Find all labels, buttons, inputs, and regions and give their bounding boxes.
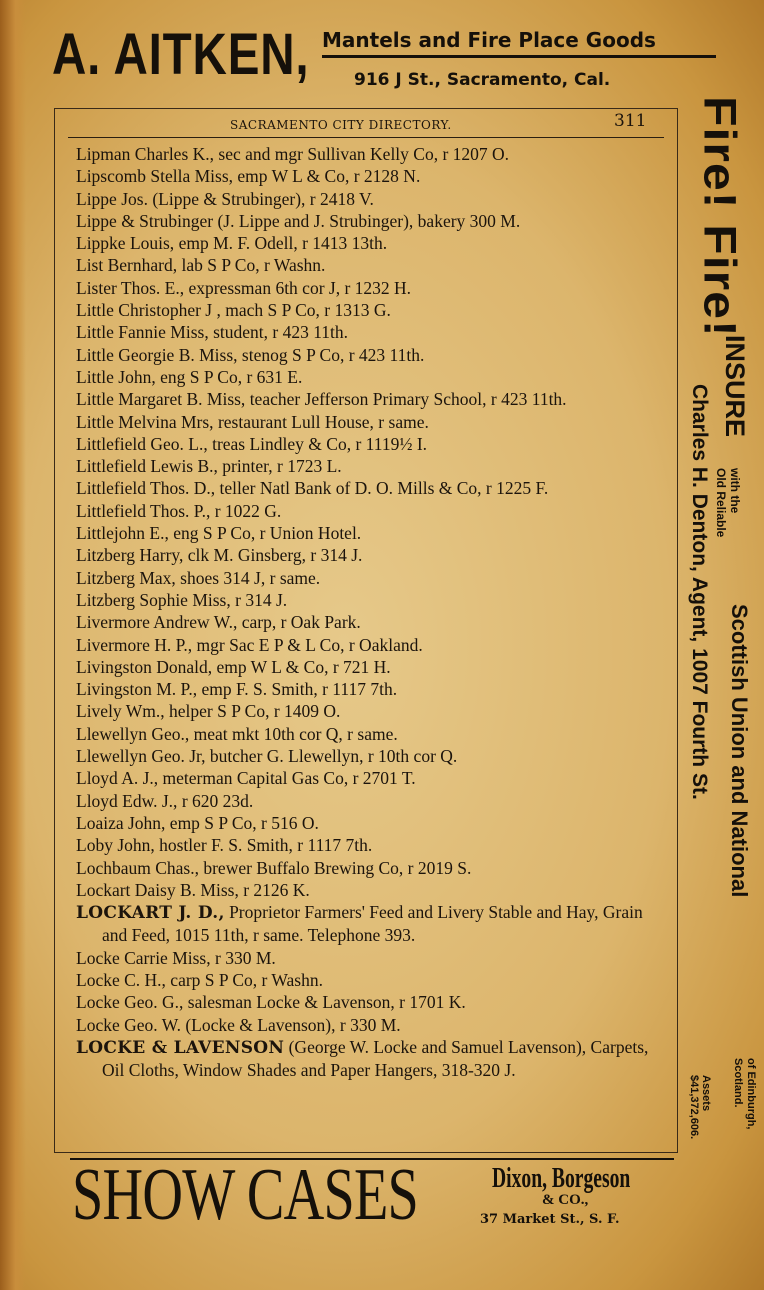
entry-details: clk M. Ginsberg, r 314 J. [183,545,363,566]
directory-entry [76,857,672,879]
footer-ad-co: & CO., [542,1192,589,1208]
entry-name: Little Fannie Miss, [76,322,209,343]
entry-name: Loaiza John, [76,812,166,833]
entry-details: restaurant Lull House, r same. [213,411,429,432]
side-ad-of-edinburgh: of Edinburgh, [745,1058,757,1130]
side-ad-assets-label: Assets [700,1075,712,1112]
directory-entry [76,344,672,366]
entry-details: treas Lindley & Co, r 1119½ I. [207,433,428,454]
directory-entry [76,522,672,544]
directory-entry [76,299,672,321]
entry-details: r 330 M. [210,947,276,968]
entry-name: LOCKART J. D., [76,903,225,924]
entry-details: r 314 J. [230,589,288,610]
directory-entry [76,388,672,410]
page-edge-shadow [0,0,26,1290]
entry-details: r 2126 K. [238,879,310,900]
entry-name: Lipscomb Stella Miss, [76,166,234,187]
directory-entry [76,991,672,1013]
entry-name: Lively Wm., [76,701,165,722]
entry-details: lab S P Co, r Washn. [177,255,326,276]
entry-details: r 620 23d. [177,790,254,811]
directory-entry [76,611,672,633]
directory-entry [76,455,672,477]
entry-details: teacher Jefferson Primary School, r 423 11th. [245,389,567,410]
entry-details: printer, r 1723 L. [217,456,342,477]
directory-entry [76,589,672,611]
entry-name: Littlejohn E., [76,523,169,544]
entry-details: helper S P Co, r 1409 O. [164,701,341,722]
directory-entry [76,901,672,947]
entry-name: Little John, [76,366,156,387]
side-ad-assets [688,1075,712,1139]
entry-name: Littlefield Thos. D., [76,478,216,499]
header-ad-rule [322,55,716,58]
directory-entry [76,366,672,388]
entry-details: student, r 423 11th. [208,322,349,343]
directory-entry [76,656,672,678]
directory-entry [76,634,672,656]
entry-details: eng S P Co, r Union Hotel. [168,523,362,544]
directory-entry [76,232,672,254]
entry-name: Littlefield Lewis B., [76,456,218,477]
entry-name: LOCKE & LAVENSON [76,1037,285,1058]
directory-entry [76,254,672,276]
entry-name: Loby John, [76,835,155,856]
entry-name: Lippe & Strubinger [76,210,214,231]
side-ad-insure: INSURE [720,335,750,438]
directory-entry [76,678,672,700]
side-ad-with-the-text: with the [728,468,742,514]
entry-details: eng S P Co, r 631 E. [155,366,303,387]
entry-details: mgr Sac E P & L Co, r Oakland. [192,634,423,655]
entry-name: Locke C. H., [76,969,166,990]
entry-name: Little Margaret B. Miss, [76,389,246,410]
side-ad-company: Scottish Union and National [727,604,752,898]
entry-name: Locke Geo. W. [76,1014,181,1035]
directory-entry [76,210,672,232]
entry-name: List Bernhard, [76,255,178,276]
entry-details: (Locke & Lavenson), r 330 M. [180,1014,401,1035]
entry-details: carp S P Co, r Washn. [165,969,323,990]
entry-details: meterman Capital Gas Co, r 2701 T. [158,768,416,789]
entry-name: Llewellyn Geo., [76,723,190,744]
entry-name: Litzberg Harry, [76,545,184,566]
directory-entry [76,411,672,433]
entry-details: (J. Lippe and J. Strubinger), bakery 300 M. [213,210,521,231]
entry-name: Lippke Louis, [76,233,175,254]
directory-entry [76,1014,672,1036]
entry-details: Proprietor Farmers' Feed and Livery Stable and Hay, Grain and Feed, 1015 11th, r same. Telephone 393. [102,902,643,946]
directory-entry [76,745,672,767]
entry-details: emp W L & Co, r 721 H. [212,656,391,677]
entry-name: Lloyd A. J., [76,768,159,789]
entry-name: Littlefield Thos. P., [76,500,211,521]
directory-entry [76,790,672,812]
entry-name: Lippe Jos. [76,188,148,209]
entry-name: Locke Geo. G., [76,992,184,1013]
entry-details: expressman 6th cor J, r 1232 H. [184,277,412,298]
directory-entry [76,1036,672,1082]
entry-name: Litzberg Sophie Miss, [76,589,231,610]
entry-name: Lloyd Edw. J., [76,790,178,811]
page-number: 311 [614,111,647,131]
running-head-rule [68,137,664,138]
entry-details: brewer Buffalo Brewing Co, r 2019 S. [198,857,472,878]
entry-details: mach S P Co, r 1313 G. [220,300,391,321]
entry-details: salesman Locke & Lavenson, r 1701 K. [183,992,466,1013]
entry-name: Lister Thos. E., [76,277,185,298]
entry-name: Litzberg Max, [76,567,176,588]
directory-entry [76,723,672,745]
entry-details: (George W. Locke and Samuel Lavenson), Carpets, Oil Cloths, Window Shades and Paper Hangers, 318-320 J. [102,1036,649,1081]
entry-name: Little Georgie B. Miss, [76,344,238,365]
directory-entry [76,947,672,969]
entry-name: Livermore H. P., [76,634,193,655]
directory-entry [76,767,672,789]
directory-entry [76,834,672,856]
entry-name: Lockart Daisy B. Miss, [76,879,239,900]
footer-ad-address: 37 Market St., S. F. [480,1212,620,1227]
header-ad-line2: 916 J St., Sacramento, Cal. [354,70,611,90]
running-head-title: SACRAMENTO CITY DIRECTORY. [230,118,452,132]
side-ad-scotland: Scotland. [732,1058,744,1108]
directory-entry [76,143,672,165]
directory-entries [76,143,672,1081]
entry-details: (Lippe & Strubinger), r 2418 V. [147,188,374,209]
directory-entry [76,879,672,901]
entry-name: Little Melvina Mrs, [76,411,214,432]
entry-details: emp F. S. Smith, r 1117 7th. [197,679,398,700]
directory-entry [76,477,672,499]
entry-name: Livingston Donald, [76,656,213,677]
entry-details: emp S P Co, r 516 O. [165,812,319,833]
side-ad-old-reliable: Old Reliable [714,468,728,538]
entry-details: emp M. F. Odell, r 1413 13th. [174,233,388,254]
footer-ad-headline: SHOW CASES [72,1154,419,1236]
entry-details: r 1022 G. [210,500,282,521]
entry-details: sec and mgr Sullivan Kelly Co, r 1207 O. [214,144,510,164]
directory-entry [76,500,672,522]
side-ad-assets-value: $41,372,606. [688,1075,700,1140]
entry-name: Locke Carrie Miss, [76,947,211,968]
directory-entry [76,321,672,343]
entry-details: carp, r Oak Park. [237,612,361,633]
entry-name: Lipman Charles K., [76,144,215,164]
entry-details: meat mkt 10th cor Q, r same. [189,723,398,744]
side-ad-agent: Charles H. Denton, Agent, 1007 Fourth St. [688,384,711,800]
directory-entry [76,700,672,722]
entry-name: Llewellyn Geo. Jr, [76,746,206,767]
directory-entry [76,969,672,991]
entry-name: Little Christopher J , [76,300,221,321]
side-ad-with-the [714,468,742,588]
directory-entry [76,433,672,455]
entry-details: shoes 314 J, r same. [175,567,321,588]
directory-entry [76,165,672,187]
side-ad-edinburgh [731,1058,757,1129]
header-ad-name: A. AITKEN, [52,22,310,87]
directory-entry [76,812,672,834]
entry-name: Lochbaum Chas., [76,857,199,878]
footer-ad-firm: Dixon, Borgeson [492,1163,631,1194]
entry-details: hostler F. S. Smith, r 1117 7th. [154,835,373,856]
header-ad-line1: Mantels and Fire Place Goods [322,28,656,52]
entry-details: butcher G. Llewellyn, r 10th cor Q. [205,746,458,767]
entry-name: Littlefield Geo. L., [76,433,208,454]
directory-entry [76,277,672,299]
entry-name: Livermore Andrew W., [76,612,238,633]
entry-details: teller Natl Bank of D. O. Mills & Co, r 1225 F. [215,478,549,499]
entry-details: stenog S P Co, r 423 11th. [237,344,425,365]
directory-entry [76,567,672,589]
side-ad-fire: Fire! Fire! [694,96,746,338]
entry-name: Livingston M. P., [76,679,198,700]
directory-entry [76,544,672,566]
entry-details: emp W L & Co, r 2128 N. [233,166,421,187]
directory-entry [76,188,672,210]
